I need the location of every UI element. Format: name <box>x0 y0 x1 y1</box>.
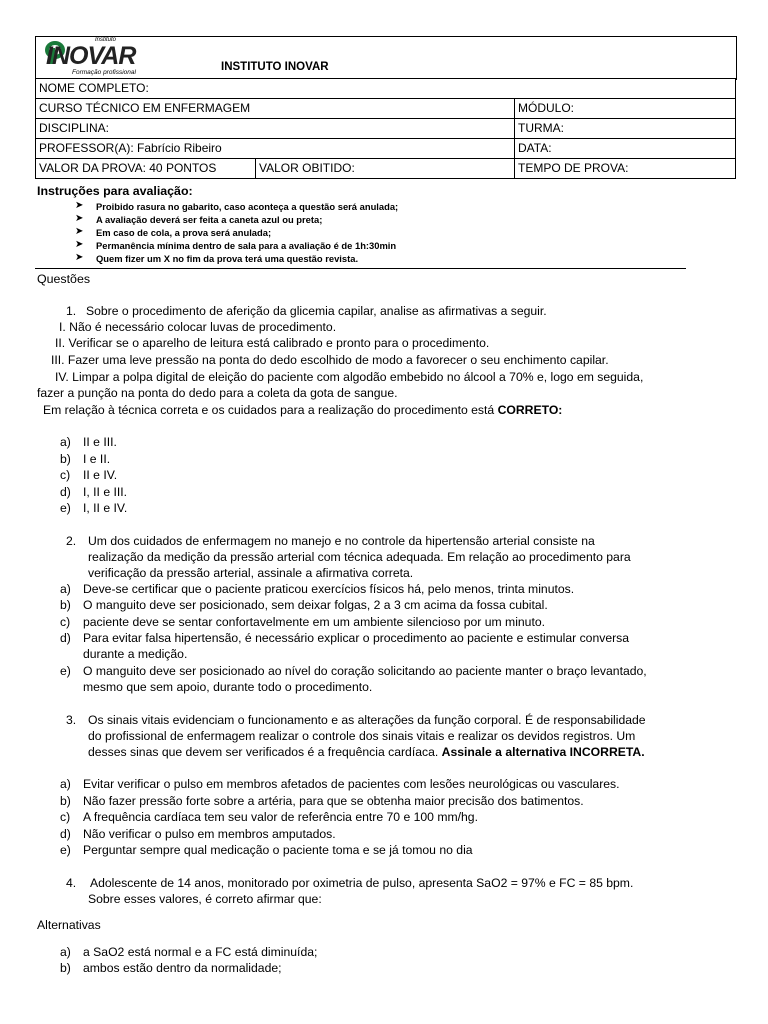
question-number: 3. <box>66 713 77 727</box>
q4-option-a[interactable]: a SaO2 está normal e a FC está diminuída; <box>83 945 318 959</box>
option-letter: a) <box>60 582 71 596</box>
divider-line <box>35 268 686 269</box>
option-letter: b) <box>60 794 71 808</box>
q4-stem-line: Adolescente de 14 anos, monitorado por oximetria de pulso, apresenta SaO2 = 97% e FC = 85 bpm. <box>90 876 634 890</box>
option-letter: e) <box>60 501 71 515</box>
q1-question <box>43 403 562 417</box>
option-letter: a) <box>60 777 71 791</box>
discipline-field[interactable]: DISCIPLINA: <box>36 119 515 139</box>
institute-title: INSTITUTO INOVAR <box>221 61 329 73</box>
q3-stem-line: do profissional de enfermagem realizar o controle dos sinais vitais e realizar os devidos registros. Um <box>88 729 636 743</box>
q2-option-b[interactable]: O manguito deve ser posicionado, sem deixar folgas, 2 a 3 cm acima da fossa cubital. <box>83 598 548 612</box>
option-letter: a) <box>60 435 71 449</box>
option-letter: b) <box>60 598 71 612</box>
arrow-bullet-icon: ➤ <box>75 200 84 211</box>
q2-stem-line: Um dos cuidados de enfermagem no manejo e no controle da hipertensão arterial consiste na <box>88 534 595 548</box>
instruction-item: A avaliação deverá ser feita a caneta azul ou preta; <box>96 214 323 225</box>
instruction-item: Permanência mínima dentro de sala para a avaliação é de 1h:30min <box>96 240 397 251</box>
instructions-title: Instruções para avaliação: <box>37 184 193 198</box>
question-number: 4. <box>66 876 77 890</box>
obtained-value-field[interactable]: VALOR OBITIDO: <box>256 159 515 179</box>
q2-option-e[interactable]: O manguito deve ser posicionado ao nível do coração solicitando ao paciente manter o braço levantado, <box>83 664 647 678</box>
q2-option-a[interactable]: Deve-se certificar que o paciente praticou exercícios físicos há, pelo menos, trinta minutos. <box>83 582 575 596</box>
q1-stem: Sobre o procedimento de aferição da glicemia capilar, analise as afirmativas a seguir. <box>86 304 547 318</box>
q4-alternatives-title: Alternativas <box>37 918 101 932</box>
instruction-item: Proibido rasura no gabarito, caso aconteça a questão será anulada; <box>96 201 399 212</box>
option-letter: c) <box>60 615 71 629</box>
q1-statement: fazer a punção na ponta do dedo para a coleta da gota de sangue. <box>37 386 398 400</box>
logo-graphic <box>40 34 150 78</box>
q1-question-emphasis: CORRETO: <box>497 403 563 417</box>
question-number: 1. <box>66 304 77 318</box>
student-info-table <box>35 78 736 179</box>
q1-option-d[interactable]: I, II e III. <box>83 485 128 499</box>
q4-option-b[interactable]: ambos estão dentro da normalidade; <box>83 961 282 975</box>
q3-option-b[interactable]: Não fazer pressão forte sobre a artéria, para que se obtenha maior precisão dos batimentos. <box>83 794 584 808</box>
option-letter: a) <box>60 945 71 959</box>
arrow-bullet-icon: ➤ <box>75 252 84 263</box>
q1-question-text: Em relação à técnica correta e os cuidados para a realização do procedimento está <box>43 403 498 417</box>
q2-option-d[interactable]: Para evitar falsa hipertensão, é necessário explicar o procedimento ao paciente e estimular conversa <box>83 631 630 645</box>
course-field: CURSO TÉCNICO EM ENFERMAGEM <box>36 99 515 119</box>
q3-option-a[interactable]: Evitar verificar o pulso em membros afetados de pacientes com lesões neurológicas ou vasculares. <box>83 777 620 791</box>
option-letter: e) <box>60 843 71 857</box>
exam-value-field: VALOR DA PROVA: 40 PONTOS <box>36 159 256 179</box>
q3-option-e[interactable]: Perguntar sempre qual medicação o paciente toma e se já tomou no dia <box>83 843 473 857</box>
option-letter: e) <box>60 664 71 678</box>
q2-stem-line: verificação da pressão arterial, assinale a afirmativa correta. <box>88 566 414 580</box>
option-letter: c) <box>60 810 71 824</box>
q1-option-e[interactable]: I, II e IV. <box>83 501 128 515</box>
q1-statement: II. Verificar se o aparelho de leitura está calibrado e pronto para o procedimento. <box>55 336 490 350</box>
q1-statement: III. Fazer uma leve pressão na ponta do dedo escolhido de modo a favorecer o seu enchimento capilar. <box>51 353 609 367</box>
q3-option-c[interactable]: A frequência cardíaca tem seu valor de referência entre 70 e 100 mm/hg. <box>83 810 478 824</box>
q3-option-d[interactable]: Não verificar o pulso em membros amputados. <box>83 827 336 841</box>
arrow-bullet-icon: ➤ <box>75 213 84 224</box>
q3-stem-line-3 <box>88 745 645 759</box>
logo-main-text: INOVAR <box>46 42 136 70</box>
arrow-bullet-icon: ➤ <box>75 226 84 237</box>
exam-time-field[interactable]: TEMPO DE PROVA: <box>515 159 736 179</box>
class-field[interactable]: TURMA: <box>515 119 736 139</box>
q1-option-c[interactable]: II e IV. <box>83 468 118 482</box>
q2-stem-line: realização da medição da pressão arterial com técnica adequada. Em relação ao procedimento para <box>88 550 631 564</box>
q2-option-e-cont: mesmo que sem apoio, durante todo o procedimento. <box>83 680 373 694</box>
name-field[interactable]: NOME COMPLETO: <box>36 79 736 99</box>
q1-option-a[interactable]: II e III. <box>83 435 117 449</box>
instruction-item: Quem fizer um X no fim da prova terá uma questão revista. <box>96 253 359 264</box>
question-number: 2. <box>66 534 77 548</box>
logo-top-text: Instituto <box>95 37 117 43</box>
option-letter: d) <box>60 827 71 841</box>
date-field[interactable]: DATA: <box>515 139 736 159</box>
q2-option-d-cont: durante a medição. <box>83 647 188 661</box>
questions-title: Questões <box>37 272 91 286</box>
module-field[interactable]: MÓDULO: <box>515 99 736 119</box>
q1-option-b[interactable]: I e II. <box>83 452 111 466</box>
option-letter: c) <box>60 468 71 482</box>
q3-stem-text: desses sinas que devem ser verificados é a frequência cardíaca. <box>88 745 442 759</box>
q3-stem-emphasis: Assinale a alternativa INCORRETA. <box>441 745 645 759</box>
q1-statement: I. Não é necessário colocar luvas de procedimento. <box>59 320 337 334</box>
logo-sub-text: Formação profissional <box>72 69 136 76</box>
q3-stem-line: Os sinais vitais evidenciam o funcionamento e as alterações da função corporal. É de responsabilidade <box>88 713 646 727</box>
option-letter: d) <box>60 485 71 499</box>
q2-option-c[interactable]: paciente deve se sentar confortavelmente em um ambiente silencioso por um minuto. <box>83 615 546 629</box>
option-letter: b) <box>60 452 71 466</box>
instruction-item: Em caso de cola, a prova será anulada; <box>96 227 272 238</box>
professor-field: PROFESSOR(A): Fabrício Ribeiro <box>36 139 515 159</box>
option-letter: d) <box>60 631 71 645</box>
option-letter: b) <box>60 961 71 975</box>
institute-logo <box>40 34 150 78</box>
q1-statement: IV. Limpar a polpa digital de eleição do paciente com algodão embebido no álcool a 70% e, logo em seguida, <box>55 370 644 384</box>
arrow-bullet-icon: ➤ <box>75 239 84 250</box>
q4-stem-line: Sobre esses valores, é correto afirmar que: <box>88 892 322 906</box>
